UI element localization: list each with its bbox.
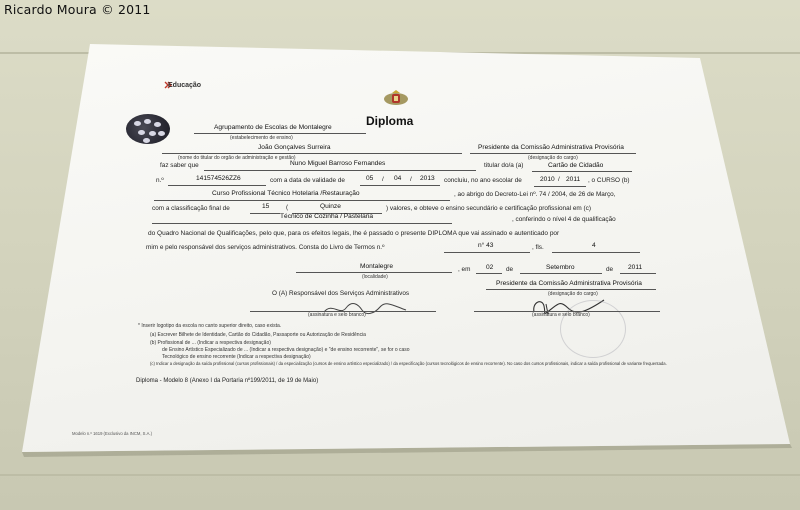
right-signer-role: Presidente da Comissão Administrativa Provisória	[496, 280, 642, 287]
conferindo-text: , conferindo o nível 4 de qualificação	[512, 216, 616, 223]
grade-number: 15	[262, 203, 270, 210]
notes-intro: * Inserir logotipo da escola no canto superior direito, caso exista.	[138, 323, 282, 329]
place-caption: (localidade)	[362, 274, 388, 280]
page-number: 4	[592, 242, 596, 249]
em-label: , em	[458, 266, 471, 273]
rule	[476, 273, 502, 274]
valid-year: 2013	[420, 175, 435, 182]
white-seal-stamp	[560, 300, 626, 358]
right-role-caption: (designação do cargo)	[548, 291, 598, 297]
school-year-start: 2010	[540, 176, 555, 183]
school-name: Agrupamento de Escolas de Montalegre	[214, 124, 332, 131]
official-role: Presidente da Comissão Administrativa Provisória	[478, 144, 624, 151]
valores-text: ) valores, e obteve o ensino secundário e certificação profissional em (c)	[386, 205, 591, 212]
rule	[152, 223, 452, 224]
date-month: Setembro	[546, 264, 575, 271]
note-b3: Tecnológico de ensino recorrente (Indicar a respectiva designação)	[162, 354, 311, 360]
place: Montalegre	[360, 263, 393, 270]
rule	[162, 153, 462, 154]
titular-label: titular do/a (a)	[484, 162, 524, 169]
rule	[620, 273, 656, 274]
coat-of-arms-icon	[383, 90, 409, 106]
valid-day: 05	[366, 175, 374, 182]
left-signature-caption: (assinatura e selo branco)	[308, 312, 366, 318]
rule	[250, 213, 280, 214]
id-document-type: Cartão de Cidadão	[548, 162, 604, 169]
course-name: Curso Profissional Técnico Hotelaria /Restauração	[212, 190, 360, 197]
date-day: 02	[486, 264, 494, 271]
valid-month: 04	[394, 175, 402, 182]
grade-words: Quinze	[320, 203, 341, 210]
ministry-logo-text: Educação	[168, 82, 202, 89]
left-signer-label: O (A) Responsável dos Serviços Administrativos	[272, 290, 410, 297]
official-role-caption: (designação do cargo)	[528, 155, 578, 161]
rule	[360, 185, 440, 186]
model-reference: Modelo n.º 1619 (Exclusivo da INCM, S.A.)	[72, 431, 152, 436]
book-number: n° 43	[478, 242, 494, 249]
note-b2: de Ensino Artístico Especializado de ... (Indicar a respectiva designação) e "de ensino recorrente", se for o caso	[162, 347, 410, 353]
mim-text: mim e pelo responsável dos serviços administrativos. Consta do Livro de Termos n.º	[146, 244, 385, 251]
de-label: de	[506, 266, 514, 273]
rule	[296, 272, 452, 273]
n-label: n.º	[156, 177, 164, 184]
rule	[534, 186, 586, 187]
diploma-document: Educação Diploma Agrupamento de Escolas de Montalegre (estabelecimento de ensino) João Gonçalves Surreira (nome do titular do orgão de administração e gestão) Presidente da Comissão Administrativa Provisória (designação do cargo) faz saber que Nuno Miguel Barroso Fernandes titular do/a (a) Cartão de Cidadão n.º 141574526ZZ6 com a data de validade de 05 / 04 / 2013 concluiu, no ano escolar de 2010 / 2011 , o CURSO (b) Curso Profissional Técnico Hotelaria /Restauração , ao abrigo do Decreto-Lei nº. 74 / 2004, de 26 de Março, com a classificação final de 15 ( Quinze ) valores, e obteve o ensino secundário e certificação profissional em (c) Técnico de Cozinha / Pastelaria , conferindo o nível 4 de qualificação do Quadro Nacional de Qualificações, pelo que, para os efeitos legais, lhe é passado o presente DIPLOMA que vai assinado e autenticado por mim e pelo responsável dos serviços administrativos. Consta do Livro de Termos n.º n° 43 , fls. 4 Montalegre (localidade) , em 02 de Setembro de 2011 Presidente da Comissão Administrativa Provisória (designação do cargo) O (A) Responsável dos Serviços Administrativos (assinatura e selo branco) (assinatura e selo branco) * Inserir logotipo da escola no canto superior direito, caso exista. (a) Escrever Bilhete de Identidade, Cartão do Cidadão, Passaporte ou Autorização de Residência (b) Profissional de ... (Indicar a respectiva designação) de Ensino Artístico Especializado de ... (Indicar a respectiva designação) e "de ensino recorrente", se for o caso Tecnológico de ensino recorrente (Indicar a respectiva designação) (c) Indicar a designação da saída profissional (cursos profissionais) / da especialização (cursos de ensino artístico especializado) / da especificação (cursos tecnológicos de ensino recorrente). No caso dos cursos profissionais, indicar a saída profissional de variante frequentada. Diploma - Modelo 8 (Anexo I da Portaria nº199/2011, de 19 de Maio) Modelo n.º 1619 (Exclusivo da INCM, S.A.)	[72, 82, 667, 436]
concluiu-label: concluiu, no ano escolar de	[444, 177, 522, 184]
student-name: Nuno Miguel Barroso Fernandes	[290, 160, 386, 167]
official-name-caption: (nome do titular do orgão de administração e gestão)	[178, 155, 296, 161]
id-number: 141574526ZZ6	[196, 175, 241, 182]
note-c: (c) Indicar a designação da saída profissional (cursos profissionais) / da especialização (cursos de ensino artístico especializado) / da especificação (cursos tecnológicos de ensino recorrente). No caso dos cursos profissionais, indicar a saída profissional de variante frequentada.	[150, 361, 667, 366]
faz-saber-label: faz saber que	[160, 162, 199, 169]
school-caption: (estabelecimento de ensino)	[230, 135, 293, 141]
fls-label: , fls.	[532, 244, 544, 251]
rule	[168, 185, 266, 186]
qualification: Técnico de Cozinha / Pastelaria	[280, 213, 374, 220]
note-a: (a) Escrever Bilhete de Identidade, Cartão do Cidadão, Passaporte ou Autorização de Residência	[150, 332, 366, 338]
rule	[194, 133, 366, 134]
note-b: (b) Profissional de ... (Indicar a respectiva designação)	[150, 340, 271, 346]
right-signature-caption: (assinatura e selo branco)	[532, 312, 590, 318]
photo-credit: Ricardo Moura © 2011	[4, 2, 151, 17]
rule	[520, 273, 602, 274]
footer-text: Diploma - Modelo 8 (Anexo I da Portaria nº199/2011, de 19 de Maio)	[136, 378, 319, 384]
validade-label: com a data de validade de	[270, 177, 345, 184]
curso-label: , o CURSO (b)	[588, 177, 630, 184]
rule	[154, 200, 450, 201]
diploma-title: Diploma	[366, 114, 414, 128]
de-label-2: de	[606, 266, 614, 273]
rule	[204, 170, 476, 171]
classificacao-label: com a classificação final de	[152, 205, 230, 212]
rule	[444, 252, 530, 253]
decreto-text: , ao abrigo do Decreto-Lei nº. 74 / 2004, de 26 de Março,	[454, 191, 616, 198]
rule	[470, 153, 636, 154]
rule	[552, 252, 640, 253]
rule	[486, 289, 656, 290]
date-year: 2011	[628, 264, 643, 271]
official-name: João Gonçalves Surreira	[258, 144, 331, 151]
school-year-end: 2011	[566, 176, 581, 183]
rule	[532, 171, 632, 172]
school-stamp-icon	[126, 114, 170, 144]
qnq-text: do Quadro Nacional de Qualificações, pelo que, para os efeitos legais, lhe é passado o presente DIPLOMA que vai assinado e autenticado por	[148, 230, 560, 237]
